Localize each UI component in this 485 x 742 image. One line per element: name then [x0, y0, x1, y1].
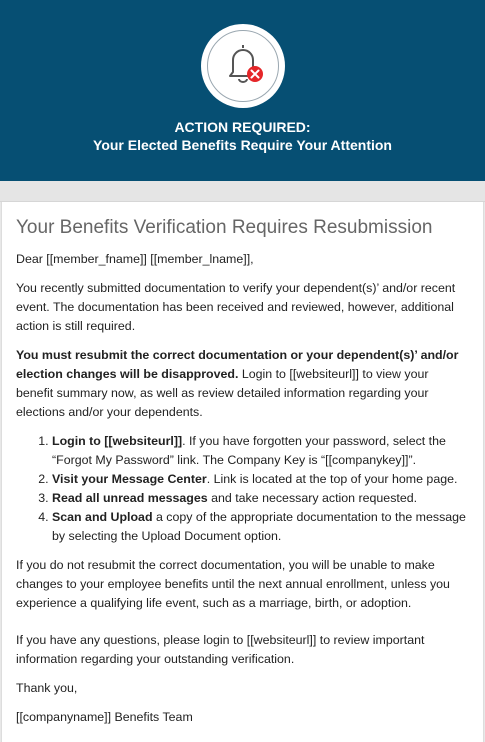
warning-bold-text: You must resubmit the correct documentation or your dependent(s)’ and/or election changes will be disapproved. — [16, 348, 459, 381]
list-item — [52, 432, 469, 470]
warning-rest-text: Login to [[websiteurl]] to view your benefit summary now, as well as review detailed information regarding your elections and/or your dependents. — [16, 367, 429, 419]
signoff: Thank you, — [16, 681, 78, 695]
action-text — [0, 118, 485, 154]
step-text: and take necessary action requested. — [207, 491, 418, 505]
steps-list — [16, 432, 469, 546]
action-required-label: ACTION REQUIRED: — [174, 119, 311, 135]
notification-badge — [201, 24, 285, 108]
paragraph-consequence: If you do not resubmit the correct documentation, you will be unable to make changes to your employee benefits until the next annual enrollment, unless you experience a qualifying life event, such as a marriage, birth, or adoption. — [16, 558, 450, 610]
paragraph-questions: If you have any questions, please login to [[websiteurl]] to review important information regarding your outstanding verification. — [16, 633, 425, 666]
message-card — [1, 202, 484, 742]
action-subtitle: Your Elected Benefits Require Your Attention — [93, 137, 392, 153]
signature: [[companyname]] Benefits Team — [16, 710, 193, 724]
step-bold: Scan and Upload — [52, 510, 153, 524]
list-item — [52, 470, 469, 489]
step-bold: Visit your Message Center — [52, 472, 207, 486]
message-heading: Your Benefits Verification Requires Resubmission — [16, 217, 433, 238]
list-item — [52, 508, 469, 546]
step-text: . Link is located at the top of your home page. — [206, 472, 458, 486]
step-bold: Login to [[websiteurl]] — [52, 434, 183, 448]
step-text: a copy of the appropriate documentation to the message by selecting the Upload Document option. — [52, 510, 466, 543]
list-item — [52, 489, 469, 508]
step-bold: Read all unread messages — [52, 491, 208, 505]
header-banner — [0, 0, 485, 181]
paragraph-warning — [16, 346, 469, 422]
bell-alert-icon — [201, 24, 285, 108]
paragraph-intro: You recently submitted documentation to verify your dependent(s)’ and/or recent event. The documentation has been received and reviewed, however, additional action is still required. — [16, 281, 456, 333]
greeting: Dear [[member_fname]] [[member_lname]], — [16, 252, 254, 266]
step-text: . If you have forgotten your password, select the “Forgot My Password” link. The Company Key is “[[companykey]]”. — [52, 434, 446, 467]
divider-strip — [0, 181, 485, 202]
